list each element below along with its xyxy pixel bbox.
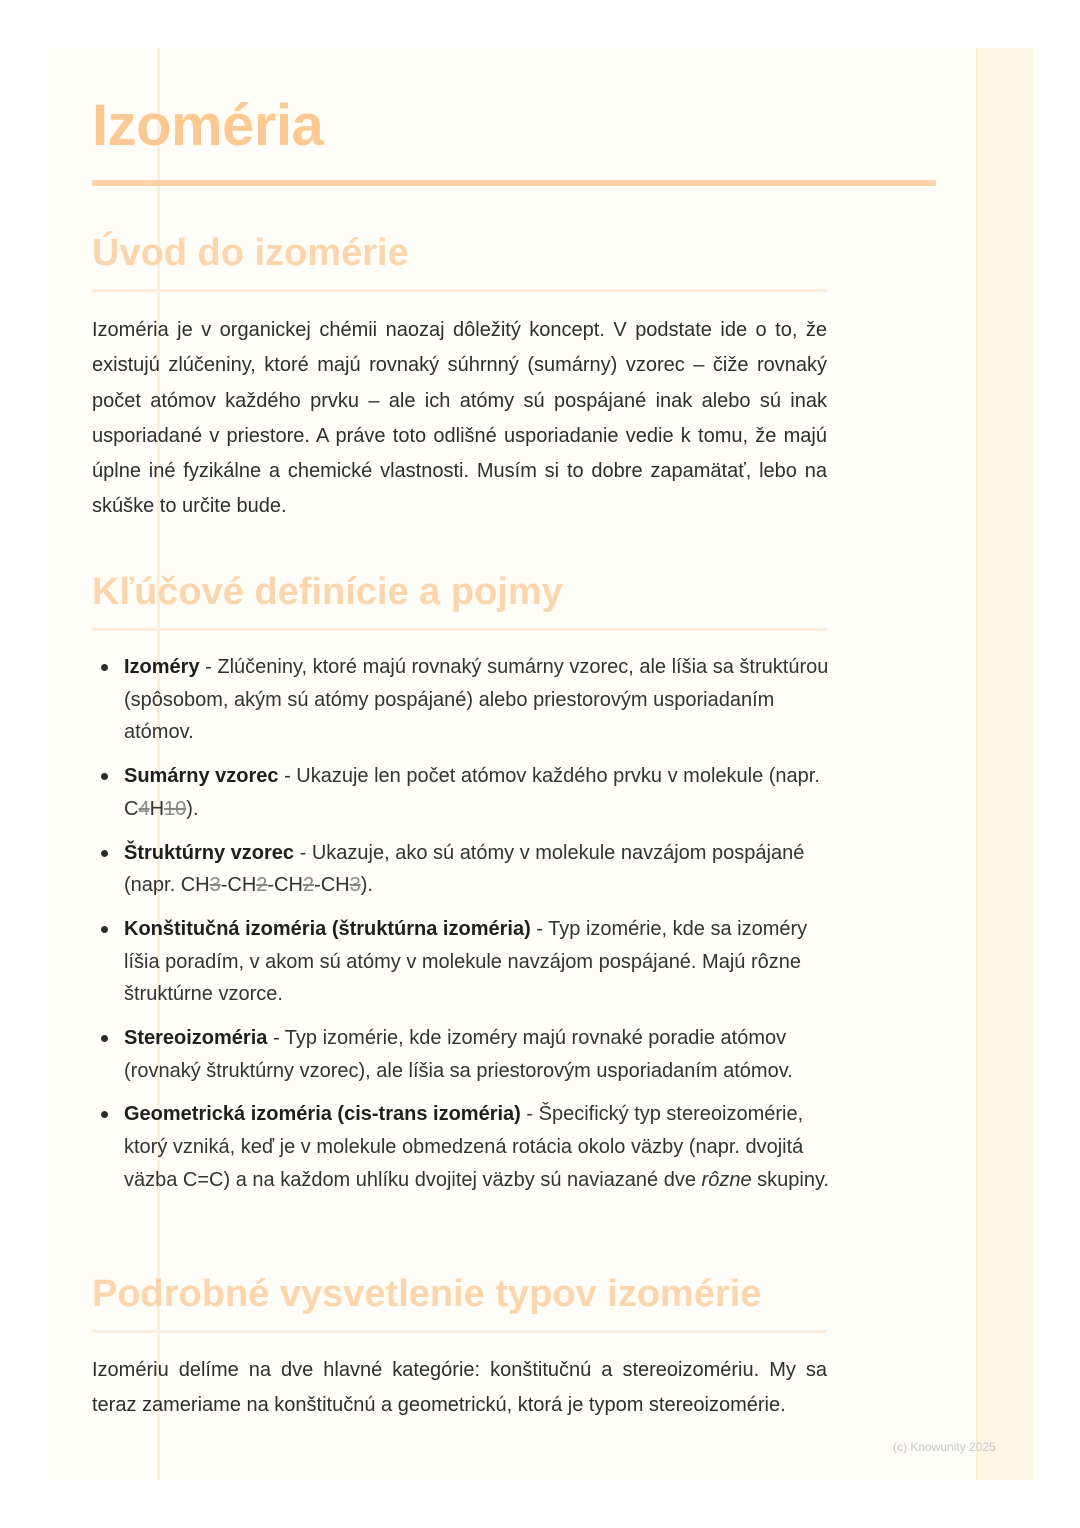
term: Geometrická izoméria (cis-trans izoméria) [124, 1103, 521, 1126]
term: Izoméry [124, 656, 200, 678]
definition: H [149, 797, 165, 820]
term: Konštitučná izoméria (štruktúrna izoméria) [124, 917, 531, 940]
list-item [92, 837, 832, 902]
term: Sumárny vzorec [124, 765, 279, 788]
definitions-list [92, 651, 832, 1208]
list-item [92, 1098, 832, 1196]
term: Štruktúrny vzorec [124, 841, 295, 864]
definition: - Ukazuje, ako sú atómy v molekule navzájom pospájané (napr. CH [124, 841, 805, 897]
list-item [92, 651, 832, 749]
section-heading-details: Podrobné vysvetlenie typov izomérie [92, 1273, 762, 1315]
definition: -CH [220, 874, 257, 897]
emphasis: rôzne [701, 1168, 752, 1191]
definition: ). [360, 874, 373, 897]
definition: - Zlúčeniny, ktoré majú rovnaký sumárny vzorec, ale líšia sa štruktúrou (spôsobom, akým sú atómy pospájané) alebo priestorovým usporiadaním atómov. [124, 656, 829, 744]
list-item [92, 913, 832, 1011]
definition: skupiny. [751, 1168, 830, 1191]
definition: - Typ izomérie, kde izoméry majú rovnaké poradie atómov (rovnaký štruktúrny vzorec), ale líšia sa priestorovým usporiadaním atómov. [124, 1027, 793, 1082]
page-title: Izoméria [92, 93, 324, 158]
definition: - Ukazuje len počet atómov každého prvku v molekule (napr. C [124, 765, 820, 820]
term: Stereoizoméria [124, 1027, 268, 1050]
list-item [92, 1022, 832, 1087]
definition: - Špecifický typ stereoizomérie, ktorý vzniká, keď je v molekule obmedzená rotácia okolo väzby (napr. dvojitá väzba C=C) a na každom uhlíku dvojitej väzby sú naviazané dve [124, 1103, 804, 1191]
list-item [92, 760, 832, 825]
right-margin-strip [976, 48, 1034, 1480]
struck-digit: 10 [164, 797, 187, 820]
definition: - Typ izomérie, kde sa izoméry líšia poradím, v akom sú atómy v molekule navzájom pospájané. Majú rôzne štruktúrne vzorce. [124, 917, 808, 1006]
section-rule [92, 289, 827, 292]
struck-digit: 2 [302, 874, 315, 897]
struck-digit: 2 [256, 874, 268, 897]
struck-digit: 3 [349, 874, 361, 897]
definition: -CH [267, 874, 303, 897]
definition: ). [186, 797, 199, 820]
struck-digit: 4 [138, 797, 150, 820]
struck-digit: 3 [209, 874, 221, 897]
title-underline [92, 180, 936, 186]
intro-paragraph: Izoméria je v organickej chémii naozaj dôležitý koncept. V podstate ide o to, že existujú zlúčeniny, ktoré majú rovnaký súhrnný (sumárny) vzorec – čiže rovnaký počet atómov každého prvku – ale ich atómy sú pospájané inak alebo sú inak usporiadané v priestore. A práve toto odlišné usporiadanie vedie k tomu, že majú úplne iné fyzikálne a chemické vlastnosti. Musím si to dobre zapamätať, lebo na skúške to určite bude. [92, 319, 827, 518]
copyright-footer: (c) Knowunity 2025 [893, 1440, 996, 1454]
section-heading-intro: Úvod do izomérie [92, 232, 409, 274]
section-heading-definitions: Kľúčové definície a pojmy [92, 571, 563, 613]
details-paragraph: Izomériu delíme na dve hlavné kategórie: konštitučnú a stereoizomériu. My sa teraz zameriame na konštitučnú a geometrickú, ktorá je typom stereoizomérie. [92, 1359, 827, 1417]
section-rule [92, 1330, 827, 1333]
section-rule [92, 628, 827, 631]
definition: -CH [314, 874, 350, 897]
